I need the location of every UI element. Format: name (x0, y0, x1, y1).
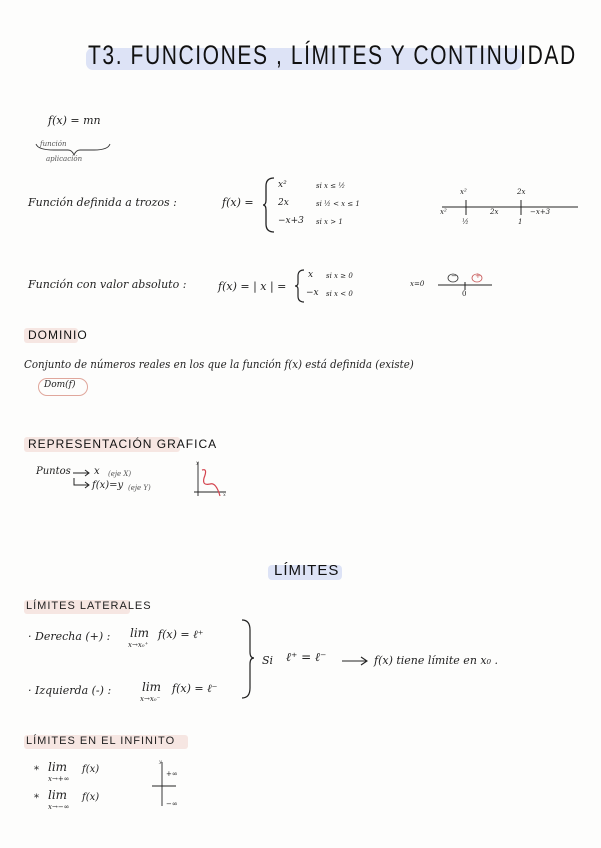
piece-row-2-cond: si ½ < x ≤ 1 (316, 200, 360, 208)
absval-label: Función con valor absoluto : (28, 278, 187, 291)
limites-heading: LÍMITES (274, 562, 340, 579)
piece-row-3-expr: −x+3 (278, 216, 304, 226)
abs-x0: x=0 (410, 280, 425, 288)
infinito-item1-sub: x→+∞ (48, 775, 70, 783)
infinito-item1-expr: f(x) (82, 764, 100, 775)
representacion-graph (190, 458, 230, 500)
infinito-item1-bullet: * (34, 765, 39, 776)
puntos-branch (72, 478, 92, 490)
infinito-plus-inf: +∞ (166, 770, 178, 778)
abs-plus-sign: + (475, 272, 481, 280)
fx-mn: f(x) = mn (48, 114, 101, 127)
infinito-item2-sub: x→−∞ (48, 803, 70, 811)
piecewise-label: Función definida a trozos : (28, 196, 177, 209)
line-top-x2: x² (460, 188, 467, 196)
conclusion-text: f(x) tiene límite en x₀ . (374, 654, 499, 667)
abs-row-2-expr: −x (306, 288, 319, 298)
laterales-brace (240, 618, 256, 700)
dom-notation: Dom(f) (44, 380, 76, 390)
infinito-minus-inf: −∞ (166, 800, 178, 808)
izquierda-lim: lim (142, 680, 162, 694)
piece-row-2-expr: 2x (278, 198, 289, 208)
line-tick-1: 1 (518, 218, 523, 226)
izquierda-expr: f(x) = ℓ⁻ (172, 682, 218, 695)
piece-row-1-expr: x² (278, 180, 287, 190)
infinito-item1-lim: lim (48, 760, 68, 774)
page-title: T3. FUNCIONES , LÍMITES Y CONTINUIDAD (88, 40, 577, 70)
absval-brace (294, 268, 306, 304)
puntos-fxy: f(x)=y (92, 480, 124, 491)
abs-row-1-expr: x (308, 270, 314, 280)
line-right-expr: −x+3 (530, 208, 551, 216)
infinito-item2-expr: f(x) (82, 792, 100, 803)
dominio-text: Conjunto de números reales en los que la función f(x) está definida (existe) (24, 358, 414, 371)
infinito-item2-lim: lim (48, 788, 68, 802)
representacion-heading: REPRESENTACIÓN GRAFICA (28, 437, 218, 451)
laterales-heading: LÍMITES LATERALES (26, 600, 152, 612)
piece-row-1-cond: si x ≤ ½ (316, 182, 346, 190)
abs-minus-sign: − (451, 272, 457, 280)
puntos-label: Puntos (36, 466, 71, 477)
piecewise-number-line (436, 182, 586, 230)
graph-y-label: y (196, 460, 199, 466)
puntos-eje-x: (eje X) (108, 470, 132, 478)
puntos-eje-y: (eje Y) (128, 484, 151, 492)
derecha-label: · Derecha (+) : (28, 630, 111, 643)
graph-x-label: x (223, 492, 226, 498)
conclusion-arrow (340, 654, 370, 668)
abs-row-2-cond: si x < 0 (326, 290, 353, 298)
piecewise-brace (262, 176, 276, 234)
izquierda-sub: x→x₀⁻ (140, 695, 161, 703)
izquierda-label: · Izquierda (-) : (28, 684, 112, 697)
infinito-axis-y: y (159, 759, 162, 765)
infinito-heading: LÍMITES EN EL INFINITO (26, 735, 176, 747)
line-top-2x: 2x (517, 188, 526, 196)
line-mid-2x: 2x (490, 208, 499, 216)
line-left-x2: x² (440, 208, 447, 216)
abs-zero: 0 (462, 290, 467, 298)
derecha-sub: x→x₀⁺ (128, 641, 149, 649)
dominio-heading: DOMINIO (28, 328, 88, 342)
absval-fx: f(x) = | x | = (218, 280, 287, 293)
derecha-expr: f(x) = ℓ⁺ (158, 628, 204, 641)
conclusion-eq: ℓ⁺ = ℓ⁻ (286, 650, 327, 664)
infinito-item2-bullet: * (34, 793, 39, 804)
derecha-lim: lim (130, 626, 150, 640)
aplicacion-underlabel: aplicación (46, 155, 83, 163)
line-tick-half: ½ (462, 218, 469, 226)
conclusion-si: Si (262, 654, 274, 667)
funcion-underlabel: función (40, 140, 67, 148)
piece-row-3-cond: si x > 1 (316, 218, 343, 226)
abs-number-line (436, 268, 500, 302)
puntos-x: x (94, 466, 100, 477)
abs-row-1-cond: si x ≥ 0 (326, 272, 353, 280)
piecewise-fx: f(x) = (222, 196, 254, 209)
